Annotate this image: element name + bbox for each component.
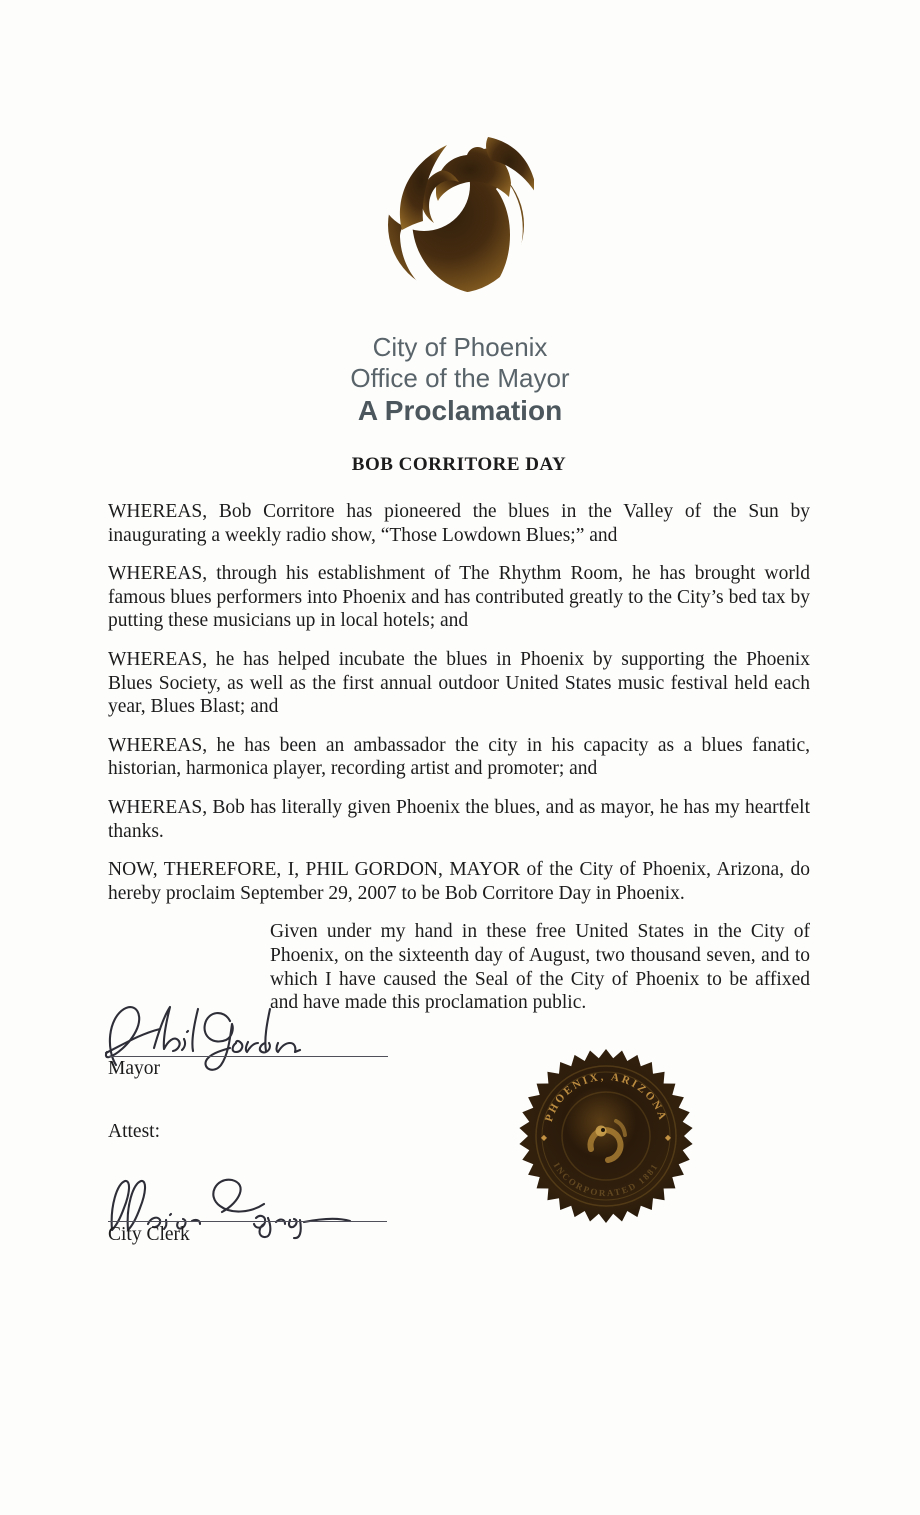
phoenix-bird-logo-icon <box>372 133 534 295</box>
seal-diamond-right: ◆ <box>664 1133 672 1142</box>
city-clerk-title-label: City Clerk <box>108 1224 190 1245</box>
seal-diamond-left: ◆ <box>540 1133 548 1142</box>
phoenix-bird-logo-graphic <box>372 133 534 295</box>
org-name-line2: Office of the Mayor <box>350 363 570 393</box>
masthead <box>0 332 920 427</box>
mayor-signature-line <box>108 1056 388 1057</box>
whereas-paragraph-3: WHEREAS, he has helped incubate the blues in Phoenix by supporting the Phoenix Blues Society, as well as the first annual outdoor United States music festival held each year, Blues Blast; and <box>108 648 810 718</box>
whereas-paragraph-1: WHEREAS, Bob Corritore has pioneered the blues in the Valley of the Sun by inaugurating a weekly radio show, “Those Lowdown Blues;” and <box>108 501 810 546</box>
city-clerk-signature-line <box>108 1221 387 1222</box>
now-therefore-paragraph: NOW, THEREFORE, I, PHIL GORDON, MAYOR of the City of Phoenix, Arizona, do hereby proclaim September 29, 2007 to be Bob Corritore Day in Phoenix. <box>108 859 810 904</box>
whereas-paragraph-4: WHEREAS, he has been an ambassador the city in his capacity as a blues fanatic, historian, harmonica player, recording artist and promoter; and <box>108 734 810 780</box>
closing-attestation-paragraph: Given under my hand in these free United States in the City of Phoenix, on the sixteenth day of August, two thousand seven, and to which I have caused the Seal of the City of Phoenix to be affixed and have made this proclamation public. <box>270 921 810 1014</box>
seal-arc-text-top: PHOENIX, ARIZONA <box>542 1070 670 1124</box>
attest-label: Attest: <box>108 1121 160 1142</box>
org-name-line1: City of Phoenix <box>372 332 548 362</box>
proclamation-title: BOB CORRITORE DAY <box>351 454 567 475</box>
seal-arc-text-bottom: INCORPORATED 1881 <box>551 1160 661 1199</box>
whereas-paragraph-5: WHEREAS, Bob has literally given Phoenix the blues, and as mayor, he has my heartfelt thanks. <box>108 796 810 842</box>
gold-foil-city-seal <box>519 1049 693 1223</box>
document-type-heading: A Proclamation <box>357 395 563 426</box>
mayor-title-label: Mayor <box>108 1058 160 1079</box>
whereas-paragraph-2: WHEREAS, through his establishment of The Rhythm Room, he has brought world famous blues performers into Phoenix and has contributed greatly to the City’s bed tax by putting these musicians up in local hotels; and <box>108 563 810 632</box>
seal-graphic <box>519 1049 693 1223</box>
proclamation-body <box>108 454 810 1030</box>
